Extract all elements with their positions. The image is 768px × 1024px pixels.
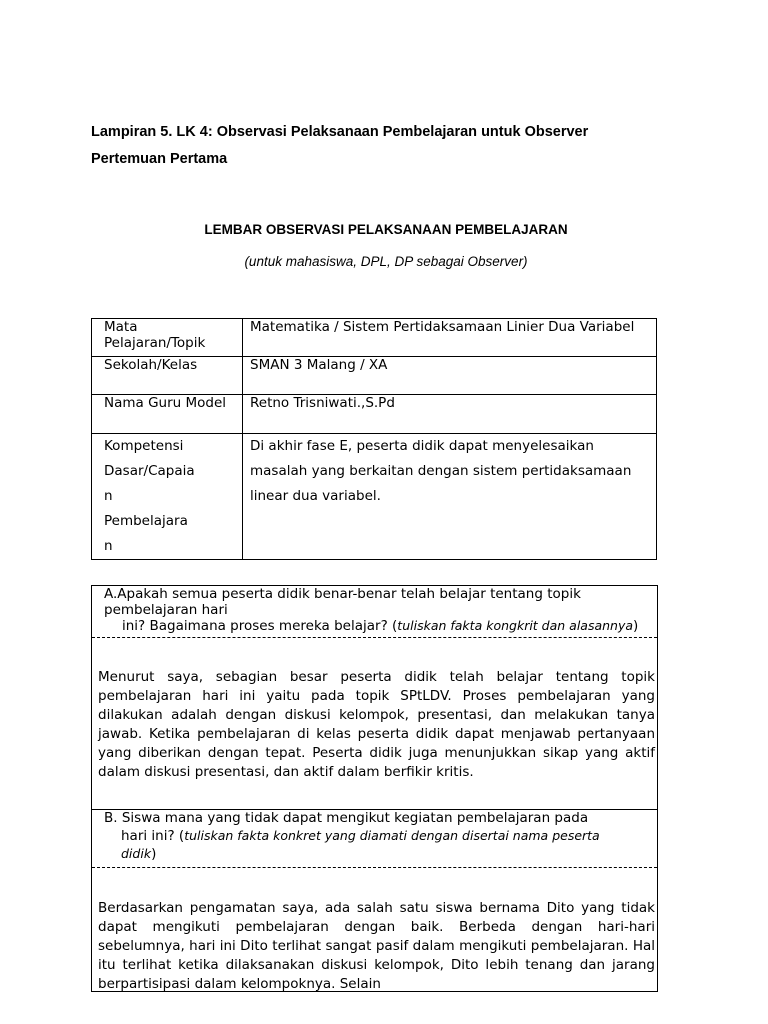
teacher-value: Retno Trisniwati.,S.Pd	[243, 395, 657, 434]
question-b-line	[104, 826, 647, 846]
question-a-line: pembelajaran hari	[104, 602, 228, 618]
question-b-line	[104, 846, 647, 862]
info-table	[91, 318, 657, 560]
table-row	[92, 319, 657, 357]
question-b-close: )	[151, 846, 157, 862]
observation-box	[91, 585, 658, 992]
competency-label-line: Dasar/Capaia	[104, 463, 195, 479]
meeting-heading: Pertemuan Pertama	[91, 151, 228, 167]
question-a-line: A.Apakah semua peserta didik benar-benar telah belajar tentang topik	[104, 586, 581, 602]
sheet-title: LEMBAR OBSERVASI PELAKSANAAN PEMBELAJARAN	[204, 222, 568, 237]
question-a-note: tuliskan fakta kongkrit dan alasannya	[397, 618, 634, 633]
school-label: Sekolah/Kelas	[92, 357, 243, 395]
table-row	[92, 395, 657, 434]
question-a-close: )	[633, 618, 639, 634]
competency-value: Di akhir fase E, peserta didik dapat menyelesaikan masalah yang berkaitan dengan sistem pertidaksamaan linear dua variabel.	[243, 434, 657, 560]
question-a-text: ini? Bagaimana proses mereka belajar? (	[122, 618, 398, 634]
competency-label-line: Pembelajara	[104, 513, 188, 529]
subject-label: Mata Pelajaran/Topik	[92, 319, 243, 357]
question-b-note: didik	[121, 846, 152, 861]
table-row	[92, 434, 657, 560]
sheet-subtitle: (untuk mahasiswa, DPL, DP sebagai Observer)	[244, 254, 528, 269]
answer-b: Berdasarkan pengamatan saya, ada salah satu siswa bernama Dito yang tidak dapat mengikuti pembelajaran dengan baik. Berbeda dengan hari-hari sebelumnya, hari ini Dito terlihat sangat pasif dalam mengikuti pembelajaran. Hal itu terlihat ketika dilaksanakan diskusi kelompok, Dito lebih tenang dan jarang berpartisipasi dalam kelompoknya. Selain	[98, 900, 655, 992]
question-b-line: B. Siswa mana yang tidak dapat mengikut kegiatan pembelajaran pada	[104, 810, 589, 826]
appendix-heading: Lampiran 5. LK 4: Observasi Pelaksanaan Pembelajaran untuk Observer	[91, 124, 589, 140]
question-a	[92, 586, 657, 638]
teacher-label: Nama Guru Model	[92, 395, 243, 434]
subject-value: Matematika / Sistem Pertidaksamaan Linier Dua Variabel	[243, 319, 657, 357]
question-b-note: tuliskan fakta konkret yang diamati dengan disertai nama peserta	[184, 828, 600, 843]
table-row	[92, 357, 657, 395]
competency-label-line: n	[104, 488, 113, 504]
answer-a: Menurut saya, sebagian besar peserta didik telah belajar tentang topik pembelajaran hari ini yaitu pada topik SPtLDV. Proses pembelajaran yang dilakukan adalah dengan diskusi kelompok, presentasi, dan melakukan tanya jawab. Ketika pembelajaran di kelas peserta didik dapat menjawab pertanyaan yang diberikan dengan tepat. Peserta didik juga menunjukkan sikap yang aktif dalam diskusi presentasi, dan aktif dalam berfikir kritis.	[98, 669, 655, 780]
competency-label	[92, 434, 243, 560]
school-value: SMAN 3 Malang / XA	[243, 357, 657, 395]
competency-label-line: n	[104, 538, 113, 554]
question-a-line	[104, 618, 647, 634]
question-b-text: hari ini? (	[121, 828, 185, 844]
competency-label-line: Kompetensi	[104, 438, 184, 454]
question-b	[92, 809, 657, 868]
